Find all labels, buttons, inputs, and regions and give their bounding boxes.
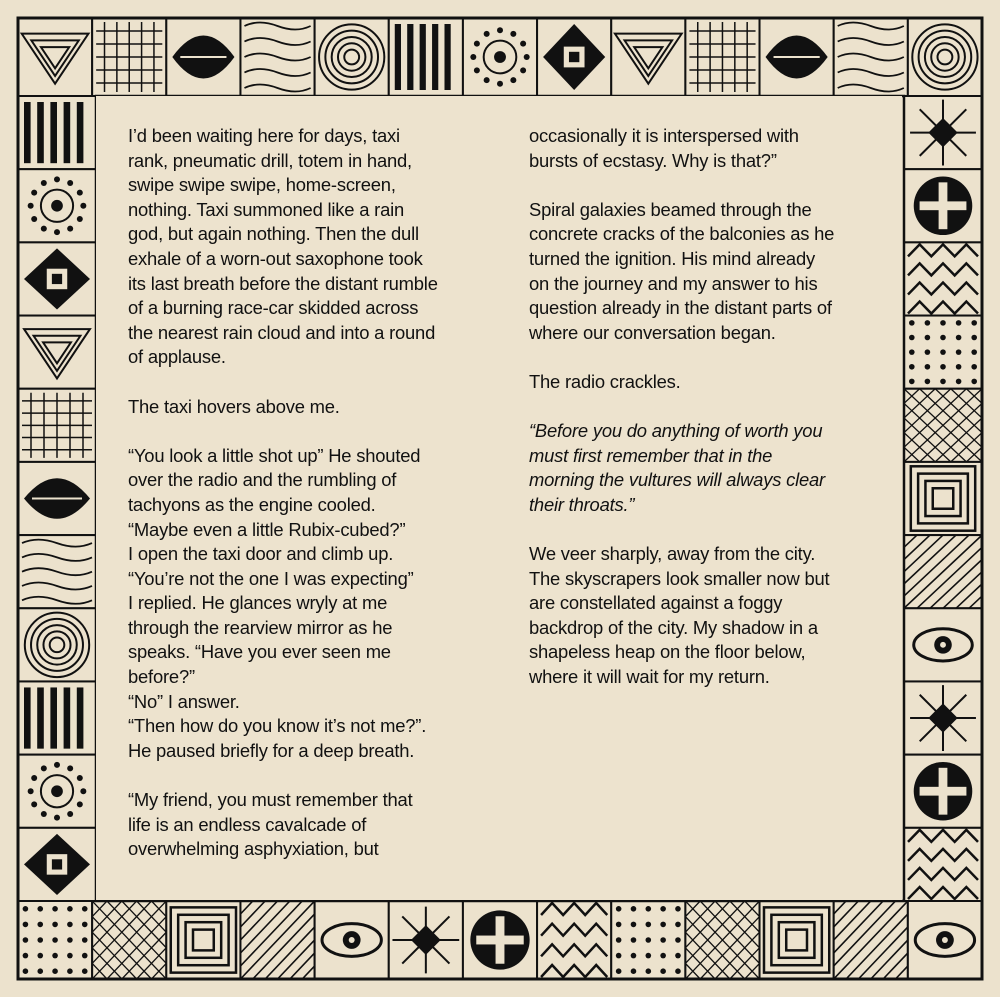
leaf-tile [904,242,982,315]
zigzag-tile [18,169,96,242]
dots-tile [18,681,96,754]
story-paragraph: The radio crackles. [529,370,681,392]
dots-tile [18,96,96,169]
spiral-tile [904,96,982,169]
grid-tile [904,316,982,389]
eye-tile [685,18,759,96]
wave-tile [463,901,537,979]
grid-tile [18,901,92,979]
zigzag-tile [18,755,96,828]
hatched-tile [760,18,834,96]
story-paragraph: “You look a little shot up” He shouted over the radio and the rumbling of tachyons as the engine cooled. “Maybe even a little Rubix-cubed?” I open the taxi door and climb up. “You’re not the one I was expecting” I replied. He glances wryly at me through the rearview mirror as he speaks. “Have you ever seen me before?” “No” I answer. “Then how do you know it’s not me?”. He paused briefly for a deep breath. [128,444,427,761]
concentric-square-tile [834,18,908,96]
cross-tile [18,828,96,901]
story-paragraph: occasionally it is interspersed with bursts of ecstasy. Why is that?” [529,125,799,171]
story-paragraph: The taxi hovers above me. [128,395,340,417]
bar-tile [315,901,389,979]
bar-tile [908,901,982,979]
bar-tile [904,608,982,681]
eye-tile [18,389,96,462]
lattice-tile [315,18,389,96]
wave-tile [904,169,982,242]
hatched-tile [18,462,96,535]
concentric-square-tile [240,18,314,96]
story-column-left [128,124,473,862]
hatched-tile [166,18,240,96]
spiral-tile [904,681,982,754]
story-paragraph: We veer sharply, away from the city. The skyscrapers look smaller now but are constellated against a foggy backdrop of the city. My shadow in a shapeless heap on the floor below, where it will wait for my return. [529,543,830,688]
concentric-square-tile [18,535,96,608]
diamond-tile [760,901,834,979]
story-paragraph-italic: “Before you do anything of worth you must first remember that in the morning the vultures will always clear their throats.” [529,420,825,515]
zigzag-tile [463,18,537,96]
story-paragraph: Spiral galaxies beamed through the concrete cracks of the balconies as he turned the ignition. His mind already on the journey and my answer to his question already in the distant parts of where our conversation began. [529,198,835,343]
lattice-tile [18,608,96,681]
dots-tile [389,18,463,96]
lattice-tile [908,18,982,96]
star-tile [18,316,96,389]
diamond-tile [904,462,982,535]
cross-tile [18,242,96,315]
story-paragraph: “My friend, you must remember that life is an endless cavalcade of overwhelming asphyxiation, but [128,789,413,860]
leaf-tile [904,828,982,901]
diamond-tile [166,901,240,979]
star-tile [18,18,92,96]
spiral-tile [389,901,463,979]
story-column-right [529,124,874,690]
wave-tile [904,755,982,828]
grid-tile [611,901,685,979]
star-tile [611,18,685,96]
leaf-tile [537,901,611,979]
cross-tile [537,18,611,96]
story-paragraph: I’d been waiting here for days, taxi rank, pneumatic drill, totem in hand, swipe swipe swipe, home-screen, nothing. Taxi summoned like a rain god, but again nothing. Then the dull exhale of a worn-out saxophone took its last breath before the distant rumble of a burning race-car skidded across the nearest rain cloud and into a round of applause. [128,125,438,368]
eye-tile [92,18,166,96]
